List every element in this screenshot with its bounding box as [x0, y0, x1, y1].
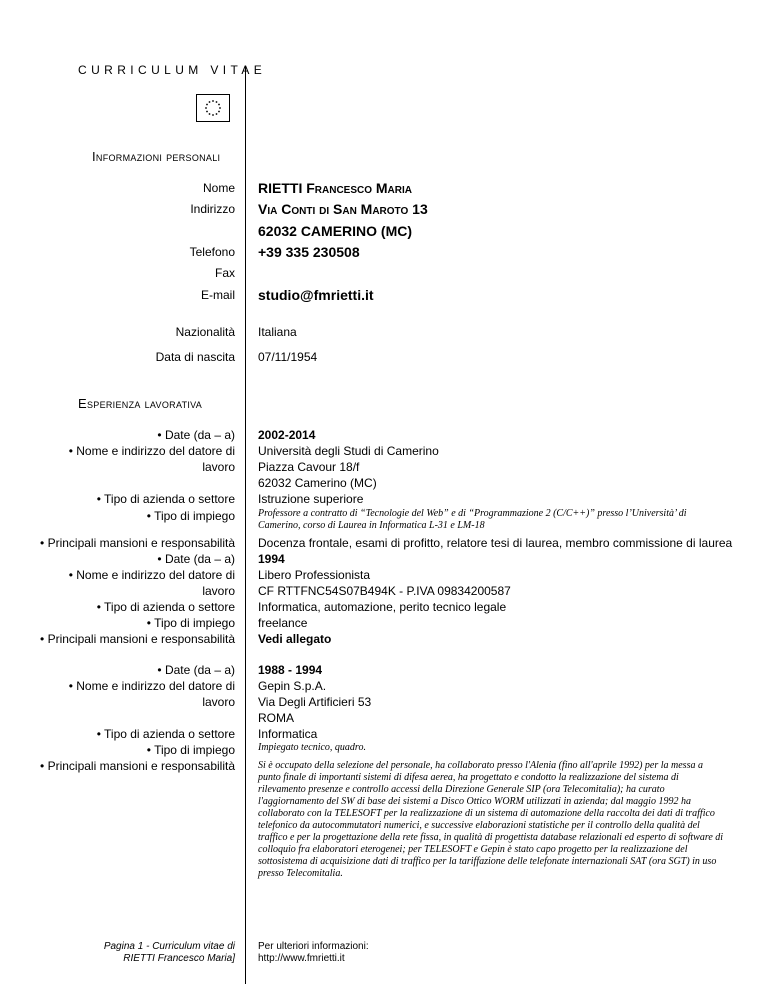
job2-date: 1994: [258, 552, 285, 566]
label-tipo-azienda: • Tipo di azienda o settore: [96, 600, 235, 614]
job2-employment: freelance: [258, 616, 308, 630]
eu-stars-icon: [201, 98, 225, 118]
label-email: E-mail: [200, 288, 235, 302]
job2-employer-2: CF RTTFNC54S07B494K - P.IVA 09834200587: [258, 584, 511, 598]
job1-employment: Professore a contratto di “Tecnologie del Web” e di “Programmazione 2 (C/C++)” presso l’Università’ di Camerino, corso di Laurea in Informatica L-31 e LM-18: [258, 508, 687, 531]
label-datore: • Nome e indirizzo del datore di: [68, 679, 235, 693]
job1-employer-2: Piazza Cavour 18/f: [258, 460, 360, 474]
value-nascita: 07/11/1954: [258, 350, 318, 364]
job1-duties: Docenza frontale, esami di profitto, relatore tesi di laurea, membro commissione di laurea: [258, 536, 733, 550]
footer-page-info-2: RIETTI Francesco Maria]: [123, 953, 235, 964]
job3-employment: Impiegato tecnico, quadro.: [258, 742, 366, 753]
value-indirizzo-2: 62032 CAMERINO (MC): [258, 223, 413, 239]
value-nome: RIETTI Francesco Maria: [258, 180, 412, 196]
job1-sector: Istruzione superiore: [258, 492, 364, 506]
cv-title: CURRICULUM VITAE: [78, 63, 267, 77]
footer-info-label: Per ulteriori informazioni:: [258, 941, 369, 952]
job2-sector: Informatica, automazione, perito tecnico legale: [258, 600, 507, 614]
label-nome: Nome: [202, 181, 235, 195]
label-tipo-impiego: • Tipo di impiego: [146, 616, 235, 630]
label-tipo-azienda: • Tipo di azienda o settore: [96, 492, 235, 506]
section-title-personal: Informazioni personali: [92, 149, 221, 164]
job1-employer-3: 62032 Camerino (MC): [258, 476, 377, 490]
label-telefono: Telefono: [189, 245, 235, 259]
label-tipo-impiego: • Tipo di impiego: [146, 743, 235, 757]
label-tipo-azienda: • Tipo di azienda o settore: [96, 727, 235, 741]
value-email[interactable]: studio@fmrietti.it: [258, 287, 374, 303]
footer-page-info-1: Pagina 1 - Curriculum vitae di: [103, 941, 235, 952]
label-mansioni: • Principali mansioni e responsabilità: [40, 759, 235, 773]
section-title-experience: Esperienza lavorativa: [78, 396, 203, 411]
label-mansioni: • Principali mansioni e responsabilità: [40, 632, 235, 646]
footer-website-link[interactable]: http://www.fmrietti.it: [258, 953, 345, 964]
job3-duties: Si è occupato della selezione del personale, ha collaborato presso l'Alenia (fino all'aprile 1992) per la messa a punto finale di importanti sistemi di difesa aerea, ha progettato e condotto la realizzazione del sistema di rilevamento presenze e controllo accessi della Direzione Generale SIP (ora Telecomitalia); ha curato l'aggiornamento del SW di base dei sistemi a Disco Ottico WORM utilizzati in azienda; dal maggio 1992 ha collaborato con la TELESOFT per la realizzazione di un sistema di automazione della raccolta dei dati di traffico telefonico da autocommutatori numerici, e successive elaborazioni statistiche per il controllo della qualità del traffico e per la progettazione della rete fissa, in qualità di progettista database relazionali ed esperto di software di colloquio fra elaboratori eterogenei; per TELESOFT e Gepin è stato capo progetto per la realizzazione del sottosistema di acquisizione dati di traffico per la tariffazione delle telefonate internazionali SAT (ora SGT) in uso presso Telecomitalia.: [258, 760, 724, 879]
label-datore: • Nome e indirizzo del datore di: [68, 568, 235, 582]
job3-date: 1988 - 1994: [258, 663, 323, 677]
label-indirizzo: Indirizzo: [190, 202, 235, 216]
value-nazionalita: Italiana: [258, 325, 297, 339]
label-tipo-impiego: • Tipo di impiego: [146, 509, 235, 523]
job3-employer-2: Via Degli Artificieri 53: [258, 695, 372, 709]
label-nascita: Data di nascita: [155, 350, 235, 364]
label-datore: • Nome e indirizzo del datore di: [68, 444, 235, 458]
value-indirizzo-1: Via Conti di San Maroto 13: [258, 201, 428, 217]
label-date: • Date (da – a): [157, 552, 235, 566]
label-datore-lavoro: lavoro: [202, 460, 235, 474]
job3-employer-3: ROMA: [258, 711, 294, 725]
column-divider: [245, 66, 246, 984]
label-datore-lavoro: lavoro: [202, 695, 235, 709]
job2-employer-1: Libero Professionista: [258, 568, 371, 582]
label-date: • Date (da – a): [157, 663, 235, 677]
label-datore-lavoro: lavoro: [202, 584, 235, 598]
value-telefono: +39 335 230508: [258, 244, 360, 260]
job2-duties[interactable]: Vedi allegato: [258, 632, 332, 646]
label-fax: Fax: [214, 266, 235, 280]
eu-flag-icon: [196, 94, 230, 122]
job1-date: 2002-2014: [258, 428, 316, 442]
label-nazionalita: Nazionalità: [175, 325, 235, 339]
job3-sector: Informatica: [258, 727, 318, 741]
label-mansioni: • Principali mansioni e responsabilità: [40, 536, 235, 550]
job1-employer-1: Università degli Studi di Camerino: [258, 444, 439, 458]
label-date: • Date (da – a): [157, 428, 235, 442]
job3-employer-1: Gepin S.p.A.: [258, 679, 327, 693]
